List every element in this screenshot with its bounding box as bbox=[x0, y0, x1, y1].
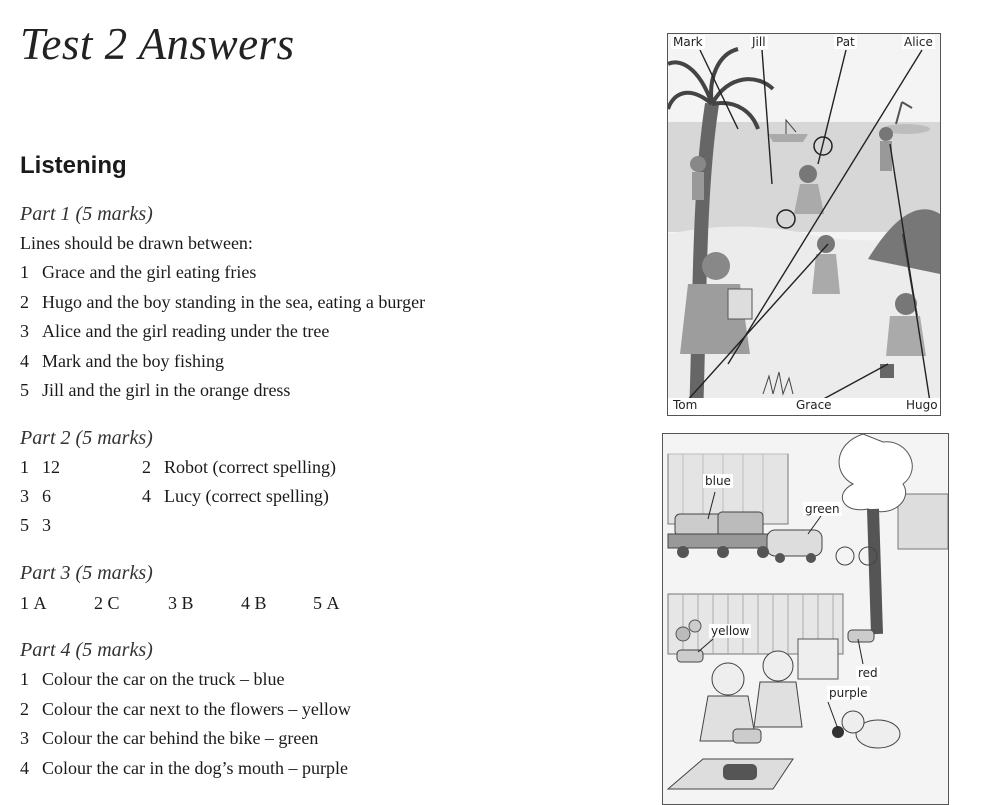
list-item bbox=[20, 262, 256, 283]
list-item bbox=[20, 380, 290, 401]
item-text: Jill and the girl in the orange dress bbox=[42, 380, 291, 400]
colour-label-green: green bbox=[805, 502, 840, 516]
item-number: 1 bbox=[20, 669, 29, 689]
part1-heading: Part 1 (5 marks) bbox=[20, 203, 153, 225]
item-number: 4 bbox=[20, 758, 29, 778]
section-heading: Listening bbox=[20, 152, 127, 179]
colour-label-purple: purple bbox=[829, 686, 868, 700]
answer-text: Lucy (correct spelling) bbox=[164, 486, 329, 506]
item-number: 1 bbox=[20, 593, 29, 613]
answer-row bbox=[20, 486, 380, 507]
item-number: 5 bbox=[20, 380, 29, 400]
item-text: Hugo and the boy standing in the sea, eating a burger bbox=[42, 292, 426, 312]
item-number: 3 bbox=[20, 321, 29, 341]
item-text: Mark and the boy fishing bbox=[42, 351, 224, 371]
answer-row bbox=[20, 593, 340, 614]
colour-label-red: red bbox=[858, 666, 878, 680]
name-label-jill: Jill bbox=[752, 35, 766, 49]
page-title: Test 2 Answers bbox=[20, 19, 295, 69]
part2-heading: Part 2 (5 marks) bbox=[20, 427, 153, 449]
item-text: Colour the car in the dog’s mouth – purple bbox=[42, 758, 348, 778]
item-number: 1 bbox=[20, 262, 29, 282]
item-text: Grace and the girl eating fries bbox=[42, 262, 257, 282]
answer-text: 12 bbox=[42, 457, 60, 477]
garden-scene-drawing bbox=[663, 434, 948, 804]
answer-text: A bbox=[33, 593, 47, 613]
item-number: 3 bbox=[20, 486, 29, 506]
name-label-pat: Pat bbox=[836, 35, 855, 49]
item-number: 2 bbox=[20, 292, 29, 312]
item-number: 4 bbox=[20, 351, 29, 371]
item-number: 4 bbox=[241, 593, 250, 613]
colour-label-blue: blue bbox=[705, 474, 731, 488]
part4-heading: Part 4 (5 marks) bbox=[20, 639, 153, 661]
item-number: 5 bbox=[313, 593, 322, 613]
item-number: 3 bbox=[168, 593, 177, 613]
garden-illustration bbox=[662, 433, 949, 805]
item-number: 2 bbox=[20, 699, 29, 719]
beach-illustration bbox=[667, 33, 941, 416]
name-label-hugo: Hugo bbox=[906, 398, 938, 412]
name-label-tom: Tom bbox=[673, 398, 698, 412]
name-label-mark: Mark bbox=[673, 35, 703, 49]
list-item bbox=[20, 758, 348, 779]
item-number: 3 bbox=[20, 728, 29, 748]
list-item bbox=[20, 699, 351, 720]
item-text: Alice and the girl reading under the tree bbox=[42, 321, 330, 341]
item-text: Colour the car on the truck – blue bbox=[42, 669, 285, 689]
list-item bbox=[20, 292, 425, 313]
list-item bbox=[20, 728, 318, 749]
answer-text: A bbox=[326, 593, 340, 613]
item-number: 2 bbox=[142, 457, 151, 477]
item-number: 1 bbox=[20, 457, 29, 477]
answer-row bbox=[20, 515, 51, 536]
list-item bbox=[20, 669, 284, 690]
name-label-alice: Alice bbox=[904, 35, 933, 49]
item-text: Colour the car next to the flowers – yellow bbox=[42, 699, 351, 719]
list-item bbox=[20, 351, 224, 372]
answer-text: C bbox=[107, 593, 120, 613]
part3-heading: Part 3 (5 marks) bbox=[20, 562, 153, 584]
beach-scene-drawing bbox=[668, 34, 940, 415]
name-label-grace: Grace bbox=[796, 398, 832, 412]
answer-text: 3 bbox=[42, 515, 51, 535]
colour-label-yellow: yellow bbox=[711, 624, 750, 638]
item-number: 4 bbox=[142, 486, 151, 506]
item-number: 2 bbox=[94, 593, 103, 613]
item-text: Colour the car behind the bike – green bbox=[42, 728, 319, 748]
answer-text: Robot (correct spelling) bbox=[164, 457, 336, 477]
part1-intro: Lines should be drawn between: bbox=[20, 233, 253, 253]
answer-text: B bbox=[254, 593, 267, 613]
answer-text: B bbox=[181, 593, 194, 613]
item-number: 5 bbox=[20, 515, 29, 535]
list-item bbox=[20, 321, 329, 342]
answer-text: 6 bbox=[42, 486, 51, 506]
answer-row bbox=[20, 457, 380, 478]
